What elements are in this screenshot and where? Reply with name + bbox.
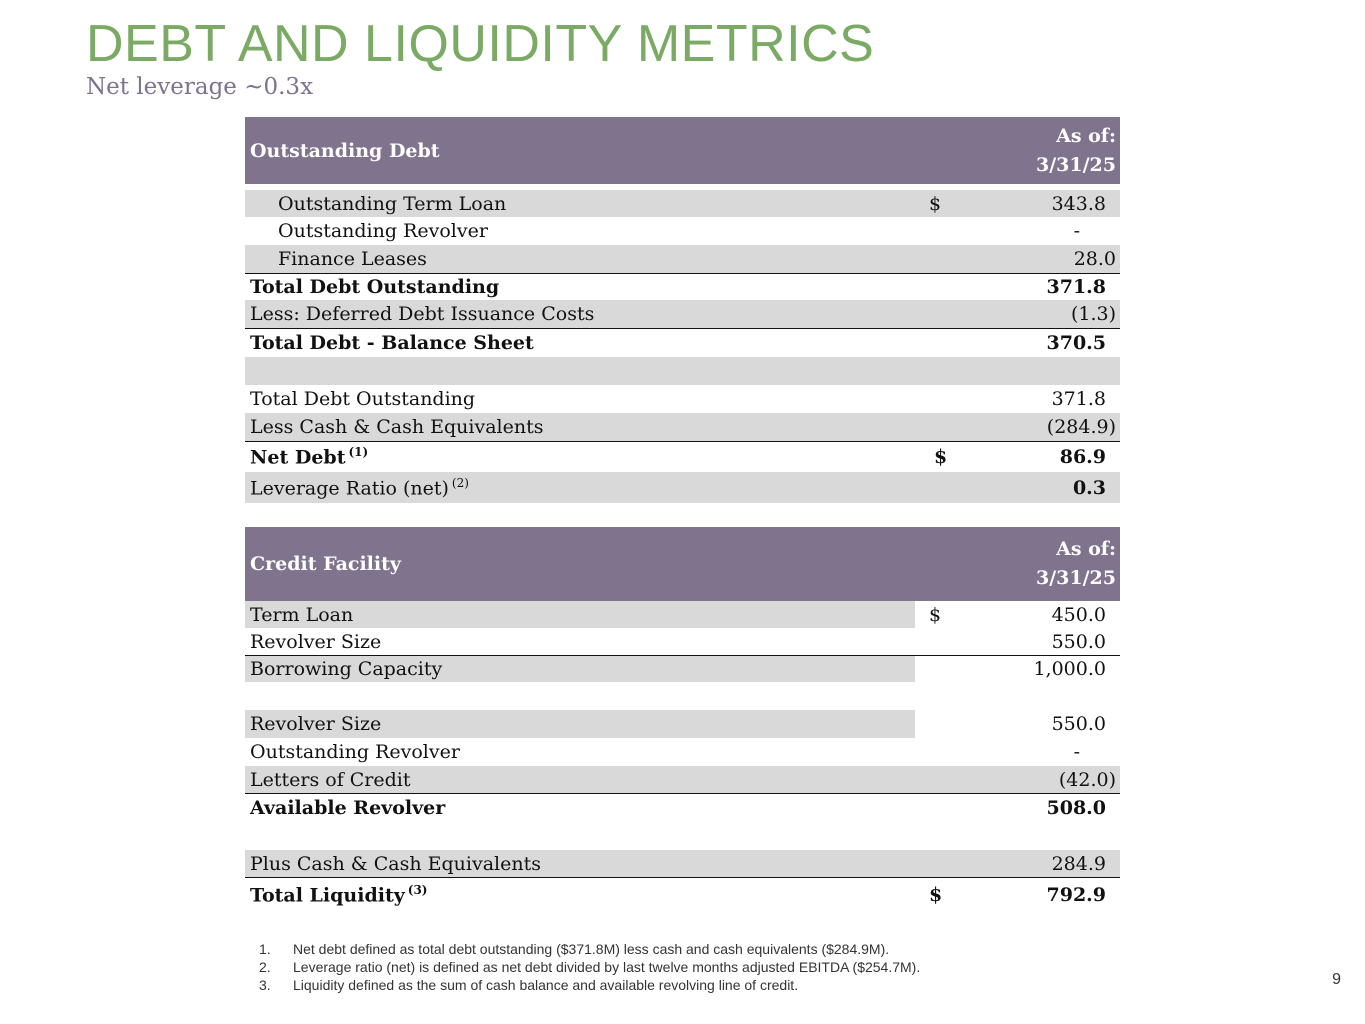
table-row xyxy=(245,656,1120,682)
debt-asof-label: As of: xyxy=(1056,124,1116,147)
row-currency: $ xyxy=(929,884,943,906)
row-value: 792.9 xyxy=(1046,884,1106,906)
row-value: 371.8 xyxy=(1046,276,1106,298)
table-row xyxy=(245,274,1120,300)
row-value: 86.9 xyxy=(1059,446,1106,468)
row-label-text: Net Debt xyxy=(250,446,346,469)
table-row xyxy=(245,738,1120,766)
footnote xyxy=(259,977,920,995)
row-label: Plus Cash & Cash Equivalents xyxy=(250,852,541,875)
table-row xyxy=(245,710,1120,738)
row-label: Less Cash & Cash Equivalents xyxy=(250,416,544,438)
debt-table-title: Outstanding Debt xyxy=(250,139,440,162)
row-label: Borrowing Capacity xyxy=(250,658,443,680)
table-row xyxy=(245,794,1120,822)
footnote-text: Net debt defined as total debt outstanding ($371.8M) less cash and cash equivalents ($284.9M). xyxy=(293,941,890,957)
row-label: Finance Leases xyxy=(278,248,427,270)
debt-asof xyxy=(1036,122,1116,180)
row-currency: $ xyxy=(929,192,942,215)
row-value: 371.8 xyxy=(1051,388,1106,410)
row-value: - xyxy=(1073,220,1080,242)
row-value: (42.0) xyxy=(1058,768,1116,791)
debt-asof-date: 3/31/25 xyxy=(1036,153,1116,176)
row-value: (284.9) xyxy=(1046,416,1116,438)
footnotes xyxy=(259,941,920,995)
row-label: Outstanding Term Loan xyxy=(278,192,507,215)
row-label xyxy=(250,476,469,499)
row-label: Less: Deferred Debt Issuance Costs xyxy=(250,303,595,325)
row-label: Letters of Credit xyxy=(250,768,411,791)
row-currency: $ xyxy=(929,603,942,626)
footnote-text: Liquidity defined as the sum of cash balance and available revolving line of credit. xyxy=(293,977,799,993)
row-value: (1.3) xyxy=(1070,303,1116,325)
footnote-text: Leverage ratio (net) is defined as net debt divided by last twelve months adjusted EBITDA ($254.7M). xyxy=(293,959,921,975)
page-title: DEBT AND LIQUIDITY METRICS xyxy=(86,15,875,73)
credit-facility-table xyxy=(245,527,1120,912)
outstanding-debt-table xyxy=(245,117,1120,503)
row-value: 28.0 xyxy=(1073,248,1116,270)
table-row xyxy=(245,878,1120,912)
table-row xyxy=(245,628,1120,656)
row-label: Outstanding Revolver xyxy=(278,220,488,242)
table-row xyxy=(245,190,1120,217)
table-row xyxy=(245,385,1120,413)
row-value: 370.5 xyxy=(1046,332,1106,354)
footnote-number: 3. xyxy=(259,977,271,993)
footnote xyxy=(259,941,920,959)
row-label: Total Debt Outstanding xyxy=(250,276,500,298)
row-label xyxy=(250,883,427,906)
footnote-ref: (1) xyxy=(348,445,369,460)
page-subtitle: Net leverage ~0.3x xyxy=(86,74,314,100)
row-value: 284.9 xyxy=(1051,852,1106,875)
row-value: 550.0 xyxy=(1051,630,1106,653)
table-row xyxy=(245,766,1120,794)
row-label: Available Revolver xyxy=(250,797,446,819)
footnote-ref: (2) xyxy=(451,475,469,490)
table-row xyxy=(245,413,1120,442)
row-label-text: Leverage Ratio (net) xyxy=(250,477,449,500)
row-label xyxy=(250,445,368,468)
row-value: - xyxy=(1073,741,1080,763)
table-row xyxy=(245,472,1120,503)
row-value: 508.0 xyxy=(1046,797,1106,819)
table-row xyxy=(245,329,1120,357)
debt-table-header xyxy=(245,117,1120,184)
row-label: Total Debt Outstanding xyxy=(250,388,476,410)
page-number: 9 xyxy=(1332,971,1341,988)
table-row xyxy=(245,442,1120,472)
table-row xyxy=(245,850,1120,878)
footnote-number: 1. xyxy=(259,941,271,957)
row-value: 450.0 xyxy=(1051,603,1106,626)
row-label: Outstanding Revolver xyxy=(250,741,460,763)
spacer-row xyxy=(245,357,1120,385)
credit-asof-date: 3/31/25 xyxy=(1036,567,1116,589)
row-value: 550.0 xyxy=(1051,713,1106,735)
credit-table-title: Credit Facility xyxy=(250,553,401,575)
table-row xyxy=(245,245,1120,274)
row-label: Revolver Size xyxy=(250,713,382,735)
row-value: 1,000.0 xyxy=(1033,658,1106,680)
row-label-text: Total Liquidity xyxy=(250,884,405,907)
row-value: 0.3 xyxy=(1072,476,1106,499)
footnote-ref: (3) xyxy=(407,883,428,898)
credit-asof-label: As of: xyxy=(1056,538,1116,560)
row-value: 343.8 xyxy=(1051,192,1106,215)
credit-table-header xyxy=(245,527,1120,601)
row-label: Total Debt - Balance Sheet xyxy=(250,332,534,354)
credit-asof xyxy=(1036,535,1116,593)
footnote xyxy=(259,959,920,977)
table-row xyxy=(245,217,1120,245)
row-label: Term Loan xyxy=(250,603,354,626)
table-row xyxy=(245,300,1120,329)
row-label: Revolver Size xyxy=(250,630,382,653)
footnote-number: 2. xyxy=(259,959,271,975)
table-row xyxy=(245,601,1120,628)
row-currency: $ xyxy=(934,446,948,468)
